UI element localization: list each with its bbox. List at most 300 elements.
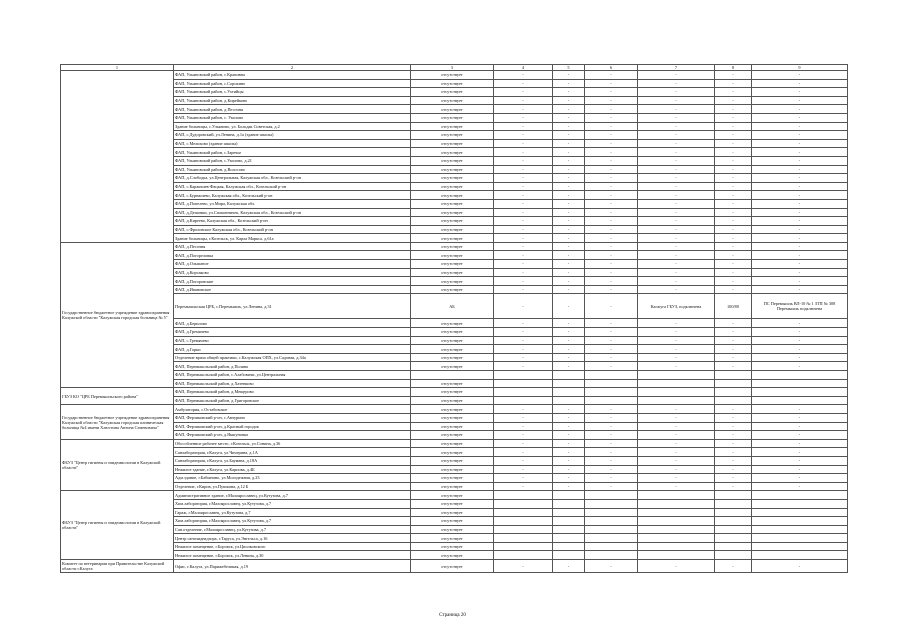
value-cell-c9: - xyxy=(752,431,848,440)
table-row xyxy=(61,148,848,157)
value-cell-c6: - xyxy=(585,148,638,157)
table-row xyxy=(61,534,848,543)
value-cell-c8 xyxy=(715,508,752,517)
value-cell-c6: - xyxy=(585,139,638,148)
value-cell-c3: отсутствует xyxy=(411,268,494,277)
value-cell-c3: отсутствует xyxy=(411,336,494,345)
value-cell-c4: - xyxy=(494,122,553,131)
table-row xyxy=(61,328,848,337)
value-cell-c5: - xyxy=(553,560,585,573)
value-cell-c5 xyxy=(553,371,585,380)
value-cell-c5: - xyxy=(553,208,585,217)
value-cell-c8: - xyxy=(715,405,752,414)
value-cell-c3: отсутствует xyxy=(411,551,494,560)
table-row xyxy=(61,422,848,431)
address-cell: ФАП, д.Ольшаное xyxy=(174,260,411,269)
value-cell-c5: - xyxy=(553,268,585,277)
value-cell-c6 xyxy=(585,396,638,405)
address-cell: ФАП, д.Горки xyxy=(174,345,411,354)
value-cell-c4: - xyxy=(494,208,553,217)
value-cell-c8 xyxy=(715,371,752,380)
value-cell-c9 xyxy=(752,517,848,526)
value-cell-c6: - xyxy=(585,422,638,431)
table-row xyxy=(61,353,848,362)
value-cell-c5: - xyxy=(553,413,585,422)
value-cell-c7: - xyxy=(638,277,715,286)
value-cell-c3: отсутствует xyxy=(411,319,494,328)
value-cell-c7: - xyxy=(638,88,715,97)
value-cell-c9 xyxy=(752,551,848,560)
value-cell-c8 xyxy=(715,534,752,543)
value-cell-c5 xyxy=(553,534,585,543)
value-cell-c7: - xyxy=(638,319,715,328)
address-cell: ФАП, с.Дудоровский, ул.Ленина, д.1а (здание школы) xyxy=(174,131,411,140)
value-cell-c3: отсутствует xyxy=(411,277,494,286)
value-cell-c4: - xyxy=(494,353,553,362)
value-cell-c9: - xyxy=(752,328,848,337)
value-cell-c9 xyxy=(752,534,848,543)
value-cell-c3: отсутствует xyxy=(411,379,494,388)
organization-cell: ФБУЗ "Центр гигиены и эпидемиологии в Калужской области" xyxy=(61,439,174,491)
value-cell-c7: - xyxy=(638,234,715,243)
value-cell-c8: - xyxy=(715,122,752,131)
address-cell: Нежилое помещение, г.Боровск, ул.Циолковского xyxy=(174,542,411,551)
value-cell-c7: - xyxy=(638,560,715,573)
value-cell-c9: - xyxy=(752,71,848,80)
value-cell-c4: - xyxy=(494,217,553,226)
value-cell-c4: - xyxy=(494,345,553,354)
value-cell-c7: - xyxy=(638,182,715,191)
value-cell-c5 xyxy=(553,517,585,526)
value-cell-c5: - xyxy=(553,362,585,371)
address-cell: ФАП, Ульяновский район, с.Заречье xyxy=(174,148,411,157)
value-cell-c6: - xyxy=(585,431,638,440)
value-cell-c3: отсутствует xyxy=(411,242,494,251)
value-cell-c7: - xyxy=(638,225,715,234)
value-cell-c8: - xyxy=(715,319,752,328)
table-row xyxy=(61,465,848,474)
value-cell-c7: - xyxy=(638,285,715,294)
table-row xyxy=(61,199,848,208)
address-cell: Административное здание, г.Малоярославец, ул.Кутузова, д.7 xyxy=(174,491,411,500)
value-cell-c9: - xyxy=(752,319,848,328)
address-cell: ФАП, Ульяновский район, д.Волосово xyxy=(174,165,411,174)
value-cell-c3: отсутствует xyxy=(411,156,494,165)
value-cell-c6: - xyxy=(585,482,638,491)
address-cell: ФАП, Перемышльский район, д.Поляна xyxy=(174,362,411,371)
address-cell: Офис, г.Калуга, ул.Парижебеликая, д.19 xyxy=(174,560,411,573)
value-cell-c9: - xyxy=(752,277,848,286)
value-cell-c5: - xyxy=(553,242,585,251)
value-cell-c7: - xyxy=(638,251,715,260)
value-cell-c5 xyxy=(553,551,585,560)
value-cell-c5: - xyxy=(553,319,585,328)
value-cell-c8: - xyxy=(715,79,752,88)
value-cell-c3: отсутствует xyxy=(411,174,494,183)
value-cell-c9: - xyxy=(752,560,848,573)
value-cell-c6: - xyxy=(585,156,638,165)
value-cell-c6: - xyxy=(585,88,638,97)
value-cell-c8 xyxy=(715,551,752,560)
value-cell-c8: - xyxy=(715,268,752,277)
value-cell-c6: - xyxy=(585,251,638,260)
table-row xyxy=(61,362,848,371)
address-cell: Здание больницы, с.Ульяново, ул. Больдак Советская, д.2 xyxy=(174,122,411,131)
value-cell-c6 xyxy=(585,551,638,560)
value-cell-c9: - xyxy=(752,456,848,465)
value-cell-c5: - xyxy=(553,482,585,491)
value-cell-c9: - xyxy=(752,122,848,131)
table-row xyxy=(61,474,848,483)
value-cell-c3: отсутствует xyxy=(411,217,494,226)
value-cell-c5: - xyxy=(553,131,585,140)
data-table xyxy=(60,64,848,573)
value-cell-c7: - xyxy=(638,405,715,414)
value-cell-c9: - xyxy=(752,482,848,491)
table-row xyxy=(61,96,848,105)
value-cell-c3: отсутствует xyxy=(411,456,494,465)
value-cell-c4 xyxy=(494,508,553,517)
value-cell-c6: - xyxy=(585,225,638,234)
value-cell-c8: - xyxy=(715,96,752,105)
value-cell-c4: - xyxy=(494,413,553,422)
table-row xyxy=(61,268,848,277)
address-cell: Здание больницы, г.Козельск, ул. Карла Маркса, д.61а xyxy=(174,234,411,243)
value-cell-c9: - xyxy=(752,465,848,474)
address-cell: ФАП, д.Погореловка xyxy=(174,251,411,260)
value-cell-c6: - xyxy=(585,96,638,105)
table-row xyxy=(61,448,848,457)
value-cell-c3: отсутствует xyxy=(411,396,494,405)
value-cell-c8: - xyxy=(715,362,752,371)
value-cell-c3: отсутствует xyxy=(411,388,494,397)
value-cell-c4 xyxy=(494,517,553,526)
value-cell-c5 xyxy=(553,491,585,500)
address-cell: ФАП, д.Слободка, ул.Центральная, Калужская обл., Козельский р-он xyxy=(174,174,411,183)
value-cell-c5: - xyxy=(553,277,585,286)
value-cell-c4: - xyxy=(494,560,553,573)
value-cell-c7 xyxy=(638,396,715,405)
value-cell-c6: - xyxy=(585,71,638,80)
value-cell-c6: - xyxy=(585,362,638,371)
value-cell-c7: - xyxy=(638,353,715,362)
value-cell-c5: - xyxy=(553,448,585,457)
value-cell-c6: - xyxy=(585,174,638,183)
table-row xyxy=(61,379,848,388)
address-cell: ФАП, Ферзиковский р-он, д.Красный городок xyxy=(174,422,411,431)
value-cell-c4: - xyxy=(494,165,553,174)
address-cell: ФАП, д.Погоровские xyxy=(174,277,411,286)
value-cell-c8: - xyxy=(715,105,752,114)
value-cell-c4: - xyxy=(494,277,553,286)
value-cell-c3: отсутствует xyxy=(411,422,494,431)
value-cell-c8: - xyxy=(715,474,752,483)
address-cell: Перемышльская ЦРБ, с.Перемышль, ул.Ленина, д.31 xyxy=(174,294,411,319)
organization-cell: Государственное бюджетное учреждение здравоохранения Калужской области "Калужская городская больница № 5" xyxy=(61,242,174,387)
table-row xyxy=(61,396,848,405)
value-cell-c3: отсутствует xyxy=(411,139,494,148)
value-cell-c4: - xyxy=(494,182,553,191)
value-cell-c9: - xyxy=(752,336,848,345)
value-cell-c6 xyxy=(585,388,638,397)
value-cell-c6: - xyxy=(585,191,638,200)
value-cell-c6 xyxy=(585,491,638,500)
value-cell-c4: - xyxy=(494,456,553,465)
value-cell-c7: - xyxy=(638,105,715,114)
value-cell-c9: - xyxy=(752,131,848,140)
value-cell-c7: - xyxy=(638,96,715,105)
value-cell-c7: - xyxy=(638,431,715,440)
value-cell-c4 xyxy=(494,534,553,543)
value-cell-c8: - xyxy=(715,165,752,174)
header-cell: 2 xyxy=(174,65,411,71)
value-cell-c3: отсутствует xyxy=(411,534,494,543)
value-cell-c4: - xyxy=(494,199,553,208)
address-cell: Нежилое здание, г.Калуга, ул.Карпова, д.4Б xyxy=(174,465,411,474)
value-cell-c8: - xyxy=(715,251,752,260)
value-cell-c9: - xyxy=(752,208,848,217)
value-cell-c9: - xyxy=(752,413,848,422)
address-cell: ФАП, д.Ивановское xyxy=(174,285,411,294)
table-row xyxy=(61,542,848,551)
address-cell: ФАП, д.Гремячево xyxy=(174,328,411,337)
value-cell-c6: - xyxy=(585,448,638,457)
value-cell-c3: отсутствует xyxy=(411,79,494,88)
value-cell-c4: - xyxy=(494,131,553,140)
value-cell-c6: - xyxy=(585,242,638,251)
value-cell-c7: - xyxy=(638,413,715,422)
value-cell-c7: - xyxy=(638,439,715,448)
value-cell-c9: - xyxy=(752,251,848,260)
value-cell-c8: - xyxy=(715,431,752,440)
value-cell-c7: - xyxy=(638,165,715,174)
value-cell-c4: - xyxy=(494,362,553,371)
value-cell-c9 xyxy=(752,491,848,500)
table-row xyxy=(61,208,848,217)
value-cell-c4: - xyxy=(494,71,553,80)
value-cell-c9: - xyxy=(752,79,848,88)
value-cell-c5: - xyxy=(553,165,585,174)
value-cell-c9 xyxy=(752,499,848,508)
value-cell-c3: отсутствует xyxy=(411,560,494,573)
value-cell-c9: - xyxy=(752,405,848,414)
value-cell-c5: - xyxy=(553,251,585,260)
value-cell-c3: отсутствует xyxy=(411,431,494,440)
value-cell-c3: отсутствует xyxy=(411,251,494,260)
value-cell-c9: - xyxy=(752,139,848,148)
address-cell: ФАП, Ульяновский район, с.Крапивна xyxy=(174,71,411,80)
value-cell-c3: отсутствует xyxy=(411,148,494,157)
value-cell-c6: - xyxy=(585,456,638,465)
address-cell: ФАП, Ульяновский район, с.Уколово, д.21 xyxy=(174,156,411,165)
table-row xyxy=(61,113,848,122)
value-cell-c4: - xyxy=(494,148,553,157)
value-cell-c7: - xyxy=(638,113,715,122)
value-cell-c9 xyxy=(752,525,848,534)
value-cell-c4: - xyxy=(494,96,553,105)
header-cell: 8 xyxy=(715,65,752,71)
value-cell-c4: - xyxy=(494,319,553,328)
value-cell-c8: - xyxy=(715,277,752,286)
value-cell-c5: - xyxy=(553,234,585,243)
table-row xyxy=(61,139,848,148)
table-row xyxy=(61,456,848,465)
value-cell-c9: - xyxy=(752,242,848,251)
table-row xyxy=(61,234,848,243)
value-cell-c9: - xyxy=(752,268,848,277)
value-cell-c5: - xyxy=(553,285,585,294)
value-cell-c4: - xyxy=(494,405,553,414)
page-number: Страница 20 xyxy=(439,613,466,618)
value-cell-c4: - xyxy=(494,260,553,269)
value-cell-c8: - xyxy=(715,88,752,97)
header-cell: 5 xyxy=(553,65,585,71)
value-cell-c3: отсутствует xyxy=(411,122,494,131)
value-cell-c6 xyxy=(585,525,638,534)
address-cell: ФАП, с.Каракчиев-Фацкая, Калужская обл., Козельский р-он xyxy=(174,182,411,191)
header-cell: 4 xyxy=(494,65,553,71)
organization-cell: Государственное бюджетное учреждение здравоохранения Калужской области "Калужская городская клиническая больница №4 имени Хлюстина Антона Семеновича" xyxy=(61,405,174,439)
value-cell-c6: - xyxy=(585,268,638,277)
value-cell-c7: - xyxy=(638,448,715,457)
organization-cell: Комитет по ветеринарии при Правительстве Калужской области г.Калуга xyxy=(61,560,174,573)
value-cell-c4 xyxy=(494,499,553,508)
value-cell-c4: - xyxy=(494,139,553,148)
value-cell-c3: отсутствует xyxy=(411,199,494,208)
table-row xyxy=(61,88,848,97)
value-cell-c6 xyxy=(585,542,638,551)
value-cell-c3: отсутствует xyxy=(411,88,494,97)
value-cell-c9 xyxy=(752,379,848,388)
value-cell-c4 xyxy=(494,542,553,551)
value-cell-c7: - xyxy=(638,191,715,200)
address-cell: Амбулатория, с.Остабовское xyxy=(174,405,411,414)
value-cell-c8: - xyxy=(715,413,752,422)
value-cell-c6: - xyxy=(585,182,638,191)
value-cell-c8: - xyxy=(715,456,752,465)
value-cell-c7: - xyxy=(638,156,715,165)
value-cell-c6 xyxy=(585,379,638,388)
table-row xyxy=(61,277,848,286)
value-cell-c5: - xyxy=(553,217,585,226)
value-cell-c7 xyxy=(638,508,715,517)
value-cell-c4 xyxy=(494,396,553,405)
value-cell-c5: - xyxy=(553,431,585,440)
table-row xyxy=(61,431,848,440)
value-cell-c9: - xyxy=(752,199,848,208)
value-cell-c7: - xyxy=(638,208,715,217)
address-cell: Хим.лаборатория, г.Малоярославец, ул.Кутузова, д.7 xyxy=(174,499,411,508)
table-row xyxy=(61,560,848,573)
value-cell-c9: - xyxy=(752,113,848,122)
value-cell-c3 xyxy=(411,371,494,380)
value-cell-c9: - xyxy=(752,191,848,200)
value-cell-c9: - xyxy=(752,474,848,483)
value-cell-c4: - xyxy=(494,174,553,183)
value-cell-c4 xyxy=(494,371,553,380)
address-cell: ФАП, с.Мелихово (здание школы) xyxy=(174,139,411,148)
value-cell-c9: - xyxy=(752,345,848,354)
value-cell-c9 xyxy=(752,388,848,397)
value-cell-c6: - xyxy=(585,277,638,286)
value-cell-c5: - xyxy=(553,353,585,362)
value-cell-c9 xyxy=(752,371,848,380)
value-cell-c9 xyxy=(752,542,848,551)
value-cell-c8: - xyxy=(715,208,752,217)
address-cell: Центр санэпиднадзора, г.Таруса, ул.Энгельса, д.16 xyxy=(174,534,411,543)
value-cell-c7 xyxy=(638,551,715,560)
value-cell-c4 xyxy=(494,551,553,560)
address-cell: Отделение, г.Киров, ул.Пушкина, д.12 Б xyxy=(174,482,411,491)
table-row xyxy=(61,319,848,328)
value-cell-c7: - xyxy=(638,268,715,277)
value-cell-c4: - xyxy=(494,234,553,243)
value-cell-c8 xyxy=(715,388,752,397)
value-cell-c7 xyxy=(638,379,715,388)
value-cell-c4: - xyxy=(494,422,553,431)
value-cell-c8: - xyxy=(715,174,752,183)
value-cell-c5: - xyxy=(553,199,585,208)
value-cell-c5: - xyxy=(553,336,585,345)
address-cell: Нежилое помещение, г.Боровск, ул.Ленина, д.30 xyxy=(174,551,411,560)
value-cell-c4 xyxy=(494,491,553,500)
value-cell-c3: отсутствует xyxy=(411,353,494,362)
value-cell-c5: - xyxy=(553,79,585,88)
table-row xyxy=(61,71,848,80)
value-cell-c5: - xyxy=(553,260,585,269)
value-cell-c5: - xyxy=(553,225,585,234)
address-cell: ФАП, с.Фроловское Калужская обл., Козельский р-он xyxy=(174,225,411,234)
table-row xyxy=(61,439,848,448)
value-cell-c3: отсутствует xyxy=(411,508,494,517)
value-cell-c7: - xyxy=(638,122,715,131)
table-row xyxy=(61,405,848,414)
value-cell-c7: - xyxy=(638,456,715,465)
value-cell-c6 xyxy=(585,517,638,526)
value-cell-c5: - xyxy=(553,474,585,483)
value-cell-c6 xyxy=(585,508,638,517)
value-cell-c6: - xyxy=(585,113,638,122)
value-cell-c7: - xyxy=(638,71,715,80)
value-cell-c6: - xyxy=(585,465,638,474)
value-cell-c5: - xyxy=(553,345,585,354)
header-cell: 1 xyxy=(61,65,174,71)
address-cell: ФАП, д.Дешовки, ул.Споконничек, Калужская обл., Козельский р-он xyxy=(174,208,411,217)
address-cell: Сан.отделение, г.Малоярославец, ул.Кутузова, д.7 xyxy=(174,525,411,534)
value-cell-c4: - xyxy=(494,439,553,448)
value-cell-c7: - xyxy=(638,260,715,269)
address-cell: Адм.здание, г.Бабынино, ул.Молодежная, д.23 xyxy=(174,474,411,483)
value-cell-c5: - xyxy=(553,405,585,414)
value-cell-c8 xyxy=(715,517,752,526)
value-cell-c6: - xyxy=(585,131,638,140)
value-cell-c3: АБ xyxy=(411,294,494,319)
value-cell-c4: - xyxy=(494,225,553,234)
value-cell-c4: - xyxy=(494,156,553,165)
value-cell-c9: - xyxy=(752,156,848,165)
table-row xyxy=(61,260,848,269)
value-cell-c3: отсутствует xyxy=(411,182,494,191)
value-cell-c8: - xyxy=(715,465,752,474)
value-cell-c5: - xyxy=(553,174,585,183)
value-cell-c4: - xyxy=(494,328,553,337)
value-cell-c9: - xyxy=(752,439,848,448)
value-cell-c6: - xyxy=(585,560,638,573)
value-cell-c3: отсутствует xyxy=(411,517,494,526)
value-cell-c8: - xyxy=(715,139,752,148)
value-cell-c5: - xyxy=(553,148,585,157)
value-cell-c8: - xyxy=(715,242,752,251)
